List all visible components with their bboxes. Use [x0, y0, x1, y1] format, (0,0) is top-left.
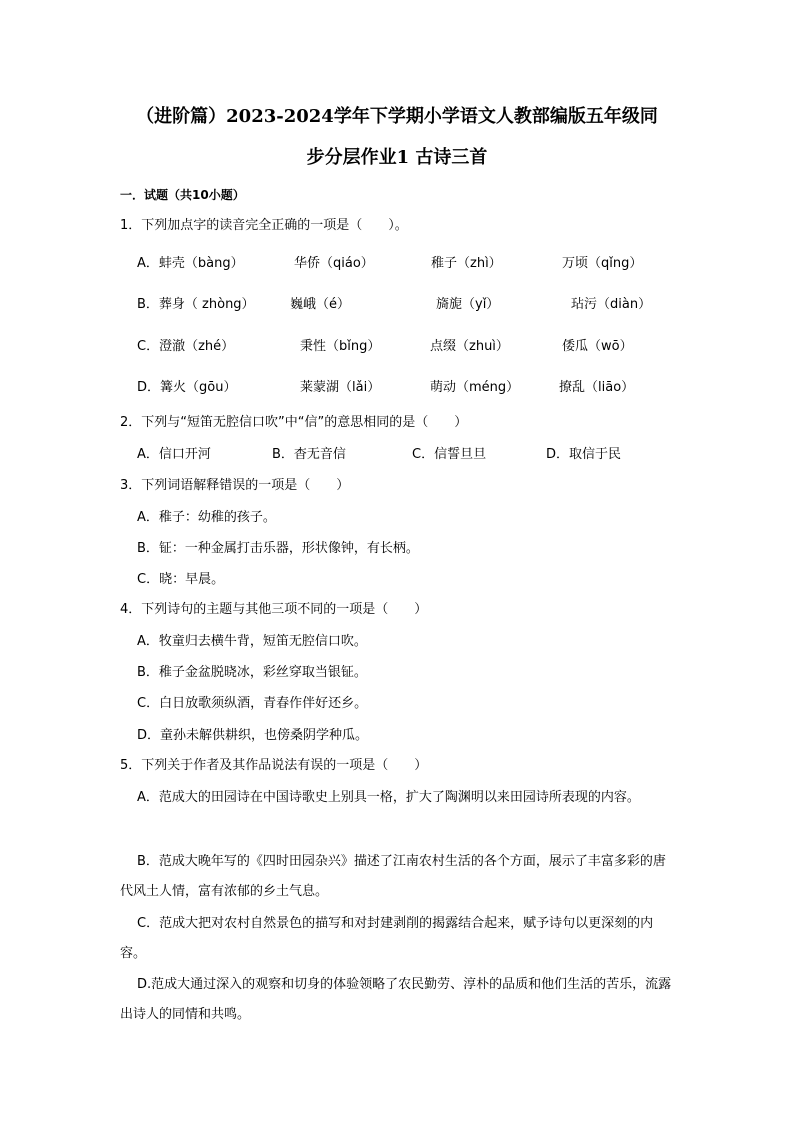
q1-option-b-2: 巍峨（é）	[290, 297, 350, 312]
q1-option-c-2: 秉性（bǐng）	[300, 339, 381, 354]
q5-option-a: A．范成大的田园诗在中国诗歌史上别具一格，扩大了陶渊明以来田园诗所表现的内容。	[137, 790, 640, 805]
q2-option-b: B．杳无音信	[272, 447, 346, 462]
q1-option-d-2: 莱蒙湖（lǎi）	[300, 380, 381, 395]
question-2-stem: 2．下列与“短笛无腔信口吹”中“信”的意思相同的是（ ）	[120, 415, 468, 430]
q4-option-d: D．童孙未解供耕织，也傍桑阴学种瓜。	[137, 728, 369, 743]
q1-option-a-2: 华侨（qiáo）	[294, 256, 374, 271]
q5-option-c: C．范成大把对农村自然景色的描写和对封建剥削的揭露结合起来，赋予诗句以更深刻的内容。	[120, 916, 654, 961]
document-title-line-1: （进阶篇）2023-2024学年下学期小学语文人教部编版五年级同	[136, 106, 658, 127]
q5-option-d: D.范成大通过深入的观察和切身的体验领略了农民勤劳、淳朴的品质和他们生活的苦乐，流露出诗人的同情和共鸣。	[120, 977, 672, 1022]
q2-option-a: A．信口开河	[137, 447, 211, 462]
q5-option-b: B．范成大晚年写的《四时田园杂兴》描述了江南农村生活的各个方面，展示了丰富多彩的唐代风土人情，富有浓郁的乡土气息。	[120, 854, 666, 899]
q1-option-d-1: D．篝火（gōu）	[137, 380, 237, 395]
q4-option-a: A．牧童归去横牛背，短笛无腔信口吹。	[137, 634, 367, 649]
q1-option-b-3: 旖旎（yǐ）	[436, 297, 500, 312]
q1-option-b-1: B．葬身（ zhòng）	[137, 297, 255, 312]
question-5-stem: 5．下列关于作者及其作品说法有误的一项是（ ）	[120, 758, 428, 773]
q1-option-d-4: 撩乱（liāo）	[559, 380, 635, 395]
q3-option-a: A．稚子：幼稚的孩子。	[137, 510, 276, 525]
q1-option-b-4: 玷污（diàn）	[571, 297, 652, 312]
section-heading: 一．试题（共10小题）	[120, 188, 245, 202]
q1-option-c-3: 点缀（zhuì）	[430, 339, 509, 354]
question-1-stem: 1．下列加点字的读音完全正确的一项是（ ）。	[120, 218, 408, 233]
question-4-stem: 4．下列诗句的主题与其他三项不同的一项是（ ）	[120, 602, 428, 617]
q1-option-a-3: 稚子（zhì）	[431, 256, 502, 271]
document-title-line-2: 步分层作业1 古诗三首	[306, 147, 488, 168]
q1-option-a-4: 万顷（qǐng）	[562, 256, 643, 271]
q1-option-a-1: A．蚌壳（bàng）	[137, 256, 244, 271]
question-3-stem: 3．下列词语解释错误的一项是（ ）	[120, 478, 350, 493]
q3-option-b: B．钲：一种金属打击乐器，形状像钟，有长柄。	[137, 541, 419, 556]
q4-option-b: B．稚子金盆脱晓冰，彩丝穿取当银钲。	[137, 665, 367, 680]
q2-option-c: C．信誓旦旦	[412, 447, 487, 462]
q1-option-c-1: C．澄澈（zhé）	[137, 339, 235, 354]
q3-option-c: C．晓：早晨。	[137, 572, 225, 587]
q1-option-d-3: 萌动（méng）	[430, 380, 520, 395]
q2-option-d: D．取信于民	[546, 447, 622, 462]
q4-option-c: C．白日放歌须纵酒，青春作伴好还乡。	[137, 696, 368, 711]
q1-option-c-4: 倭瓜（wō）	[562, 339, 633, 354]
